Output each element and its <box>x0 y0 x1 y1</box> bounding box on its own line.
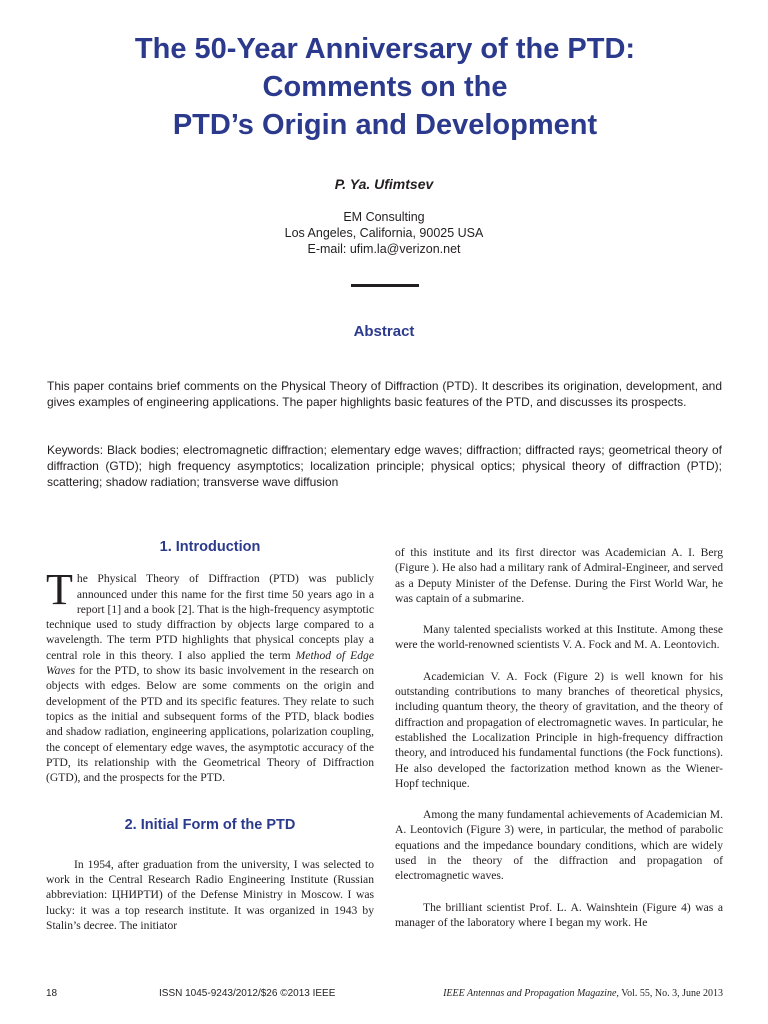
right-column <box>395 545 723 930</box>
intro-paragraph <box>46 565 374 785</box>
divider-rule <box>351 284 419 287</box>
right-paragraph-3: Academician V. A. Fock (Figure 2) is well known for his outstanding contributions to many branches of theoretical physics, including quantum theory, the theory of gravitation, and the theory of diffraction and propagation of electromagnetic waves. In particular, he established the Localization Principle in high-frequency diffraction theory, and introduced his fundamental functions (the Fock functions). He also developed the factorization method known as the Wiener-Hopf technique. <box>395 669 723 790</box>
left-column <box>46 540 374 933</box>
title-line-1: The 50-Year Anniversary of the PTD: <box>134 33 636 65</box>
journal-volume: Vol. 55, No. 3, June 2013 <box>618 988 723 999</box>
journal-citation <box>443 987 723 1001</box>
journal-name: IEEE Antennas and Propagation Magazine, <box>443 988 619 999</box>
affiliation-org: EM Consulting <box>343 210 425 224</box>
affiliation-address: Los Angeles, California, 90025 USA <box>284 226 484 240</box>
page-number: 18 <box>46 988 58 999</box>
abstract-heading: Abstract <box>353 323 415 340</box>
right-paragraph-2: Many talented specialists worked at this Institute. Among these were the world-renowned scientists V. A. Fock and M. A. Leontovich. <box>395 623 723 652</box>
right-paragraph-5: The brilliant scientist Prof. L. A. Wainshtein (Figure 4) was a manager of the laboratory where I began my work. He <box>395 900 723 929</box>
issn-line: ISSN 1045-9243/2012/$26 ©2013 IEEE <box>159 988 336 999</box>
intro-text-b: for the PTD, to show its basic involvement in the research on objects with edges. Below are some comments on the origin and development of the PTD and its specific features. They relate to such topics as the initial and subsequent forms of the PTD, black bodies and shadow radiation, engineering applications, polarization coupling, the concept of elementary edge waves, the asymptotic accuracy of the PTD, its relationship with the Geometrical Theory of Diffraction (GTD), and the prospects for the PTD. <box>46 664 374 785</box>
affiliation <box>0 209 768 257</box>
paper-title <box>40 30 730 144</box>
author-name: P. Ya. Ufimtsev <box>334 176 434 192</box>
intro-text-a: he Physical Theory of Diffraction (PTD) was publicly announced under this name for the first time 50 years ago in a report [1] and a book [2]. That is the high-frequency asymptotic technique used to study diffraction by objects large compared to a wavelength. The term PTD highlights that physical concepts play a central role in this theory. I also applied the term <box>46 572 374 662</box>
title-line-3: PTD’s Origin and Development <box>172 109 598 141</box>
section-heading-initial-form: 2. Initial Form of the PTD <box>124 817 296 834</box>
page-footer <box>46 987 723 1001</box>
intro-text-emphasis: Method of Edge Waves <box>46 648 374 678</box>
affiliation-email: E-mail: ufim.la@verizon.net <box>307 242 461 256</box>
title-line-2: Comments on the <box>262 71 508 103</box>
right-paragraph-1: of this institute and its first director was Academician A. I. Berg (Figure ). He also had a military rank of Admiral-Engineer, and served as a Deputy Minister of the Defense. During the First World War, he was captain of a submarine. <box>395 546 723 605</box>
drop-cap: T <box>46 565 73 615</box>
section-heading-introduction: 1. Introduction <box>159 539 261 555</box>
right-paragraph-4: Among the many fundamental achievements of Academician M. A. Leontovich (Figure 3) were, in particular, the method of parabolic equations and the impedance boundary conditions, which are widely used in the theory of the diffraction and propagation of electromagnetic waves. <box>395 808 723 883</box>
section2-paragraph: In 1954, after graduation from the university, I was selected to work in the Central Research Radio Engineering Institute (Russian abbreviation: ЦНИРТИ) of the Defense Ministry in Moscow. I was lucky: it was a top research institute. It was organized in 1943 by Stalin’s decree. The initiator <box>46 857 374 932</box>
abstract-text: This paper contains brief comments on the Physical Theory of Diffraction (PTD). It describes its origination, development, and gives examples of engineering applications. The paper highlights basic features of the PTD, and discusses its prospects. <box>47 379 722 409</box>
keywords-text: Keywords: Black bodies; electromagnetic diffraction; elementary edge waves; diffraction; diffracted rays; geometrical theory of diffraction (GTD); high frequency asymptotics; localization principle; physical optics; physical theory of diffraction (PTD); scattering; shadow radiation; transverse wave diffusion <box>47 443 722 489</box>
